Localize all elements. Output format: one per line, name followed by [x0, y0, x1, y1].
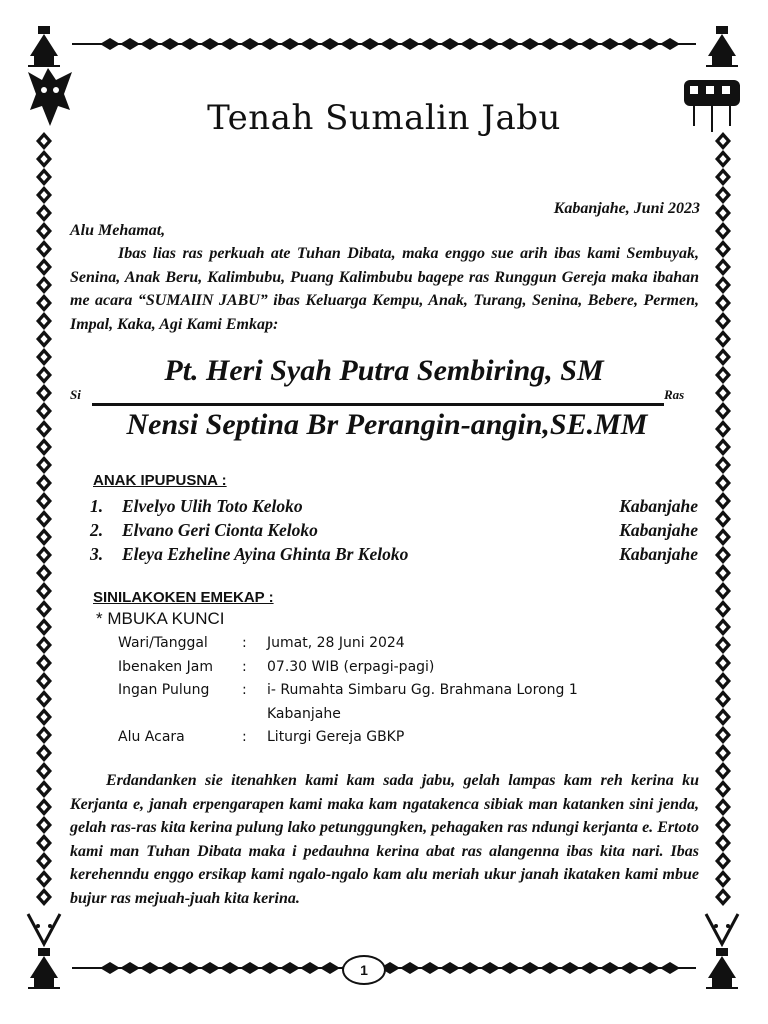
karo-house-icon	[706, 26, 738, 66]
detail-value: 07.30 WIB (erpagi-pagi)	[267, 658, 435, 675]
karo-spike-icon	[706, 914, 738, 944]
ras-label: Ras	[664, 387, 685, 402]
karo-house-icon	[28, 948, 60, 988]
child-name: Elvano Geri Cionta Keloko	[122, 520, 318, 540]
wife-name: Nensi Septina Br Perangin-angin,SE.MM	[126, 408, 648, 441]
detail-value: Jumat, 28 Juni 2024	[267, 635, 405, 651]
detail-label: Ibenaken Jam	[118, 658, 213, 675]
right-border-band	[715, 132, 731, 906]
page-number: 1	[342, 955, 386, 985]
couple-divider	[92, 403, 664, 406]
detail-value: Liturgi Gereja GBKP	[267, 729, 405, 745]
detail-row	[118, 679, 607, 703]
top-border-band	[72, 38, 696, 50]
child-place: Kabanjahe	[619, 496, 698, 516]
detail-row	[118, 703, 607, 727]
detail-row	[118, 656, 607, 680]
detail-colon	[242, 703, 267, 727]
page-title: Tenah Sumalin Jabu	[207, 98, 561, 138]
list-item	[90, 542, 698, 566]
children-list	[90, 494, 698, 566]
child-place: Kabanjahe	[619, 544, 698, 564]
program-heading: SINILAKOKEN EMEKAP :	[93, 589, 274, 606]
closing-paragraph: Erdandanken sie itenahken kami kam sada jabu, gelah lampas kam reh kerina ku Kerjanta e, janah erpengarapen kami maka kam ngatakenca sibiak man katanken sini jenda, gelah ras-ras kita kerina pulung lako petunggungken, pehagaken ras ndungi kerjanta e. Ertoto kami man Tuhan Dibata maka i pedauhna kerina abat ras alangenna ibas kita nari. Ibas kerehenndu enggo ersikap kami ngalo-ngalo kam alu meriah ukur janah ikataken kami mbue bujur ras mejuah-juah kita kerina.	[70, 772, 699, 907]
children-heading: ANAK IPUPUSNA :	[93, 472, 227, 489]
karo-spike-icon	[28, 914, 60, 944]
left-border-band	[36, 132, 52, 906]
child-number: 2.	[90, 520, 104, 540]
salutation: Alu Mehamat,	[70, 222, 166, 239]
detail-row	[118, 726, 607, 750]
karo-house-icon	[28, 26, 60, 66]
program-subheading: * MBUKA KUNCI	[96, 609, 225, 628]
detail-label: Alu Acara	[118, 729, 185, 745]
child-number: 1.	[90, 496, 104, 516]
husband-name: Pt. Heri Syah Putra Sembiring, SM	[164, 354, 604, 387]
detail-label: Wari/Tanggal	[118, 635, 208, 651]
detail-colon: :	[242, 729, 247, 745]
detail-label: Ingan Pulung	[118, 682, 210, 698]
list-item	[90, 518, 698, 542]
intro-paragraph: Ibas lias ras perkuah ate Tuhan Dibata, maka enggo sue arih ibas kami Sembuyak, Senina, Anak Beru, Kalimbubu, Puang Kalimbubu bagepe ras Runggun Gereja maka ibahan me acara “SUMAlIN JABU” ibas Keluarga Kempu, Anak, Turang, Senina, Bebere, Permen, Impal, Kaka, Agi Kami Emkap:	[70, 245, 699, 333]
child-name: Elvelyo Ulih Toto Keloko	[122, 496, 303, 516]
karo-house-icon	[706, 948, 738, 988]
list-item	[90, 494, 698, 518]
detail-colon: :	[242, 658, 247, 675]
si-label: Si	[70, 387, 81, 402]
child-number: 3.	[90, 544, 104, 564]
detail-colon: :	[242, 682, 247, 698]
program-details	[118, 632, 607, 750]
child-place: Kabanjahe	[619, 520, 698, 540]
detail-value: Kabanjahe	[267, 705, 341, 722]
place-date: Kabanjahe, Juni 2023	[553, 200, 700, 217]
detail-colon: :	[242, 635, 247, 651]
child-name: Eleya Ezheline Ayina Ghinta Br Keloko	[122, 544, 409, 564]
detail-row	[118, 632, 607, 656]
detail-value: i- Rumahta Simbaru Gg. Brahmana Lorong 1	[267, 682, 578, 698]
detail-label	[118, 703, 242, 727]
